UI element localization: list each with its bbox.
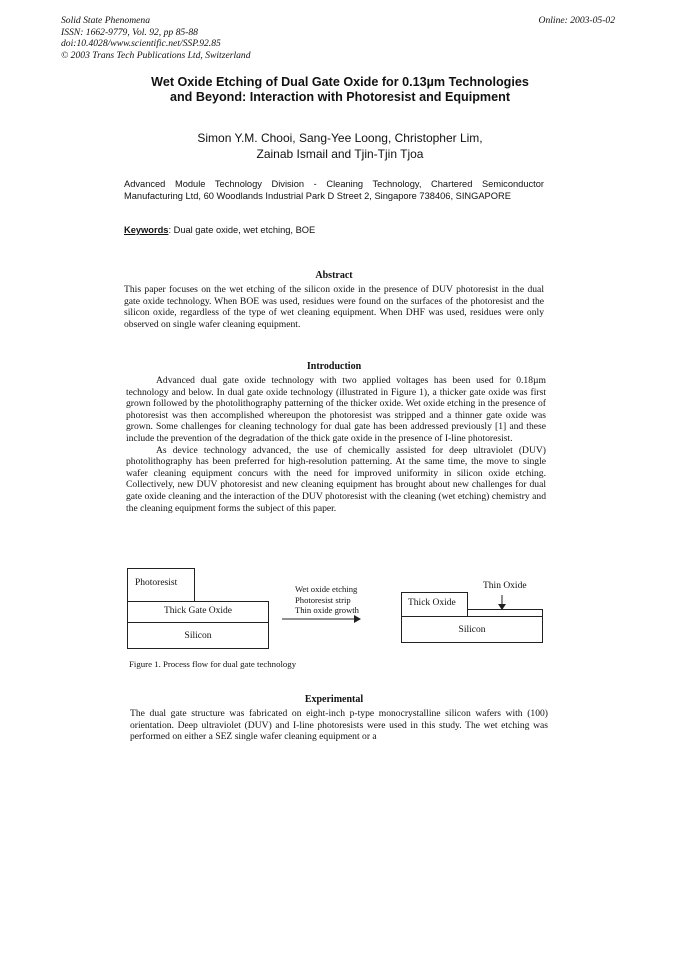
thin-oxide-label: Thin Oxide: [483, 581, 527, 591]
silicon-label-left: Silicon: [184, 631, 212, 641]
step-photoresist-strip: Photoresist strip: [295, 594, 351, 605]
step-wet-oxide-etching: Wet oxide etching: [295, 584, 358, 594]
experimental-heading: Experimental: [304, 694, 364, 705]
abstract-body: This paper focuses on the wet etching of the silicon oxide in the presence of DUV photoresist in the dual gate oxide technology. When BOE was used, residues were found on the surfaces of the photoresist and the silicon oxide, regardless of the type of wet cleaning equipment. When DHF was used, residues were only observed on single wafer cleaning equipment.: [124, 284, 544, 330]
process-arrow-icon: [280, 612, 362, 626]
thick-oxide-label: Thick Oxide: [408, 598, 456, 608]
journal-name: Solid State Phenomena: [61, 15, 150, 26]
thin-oxide-arrow-icon: [496, 595, 508, 611]
affiliation: Advanced Module Technology Division - Cleaning Technology, Chartered Semiconductor Manufacturing Ltd, 60 Woodlands Industrial Park D Street 2, Singapore 738406, SINGAPORE: [124, 179, 544, 201]
doi-line: doi:10.4028/www.scientific.net/SSP.92.85: [61, 38, 221, 49]
paper-title: [90, 75, 590, 105]
silicon-label-right: Silicon: [458, 625, 486, 635]
abstract-heading: Abstract: [315, 270, 353, 281]
photoresist-layer: [127, 568, 195, 602]
copyright-line: © 2003 Trans Tech Publications Ltd, Switzerland: [61, 49, 251, 61]
keywords-text: : Dual gate oxide, wet etching, BOE: [168, 225, 316, 235]
silicon-layer-right: [401, 616, 543, 643]
issn-line: ISSN: 1662-9779, Vol. 92, pp 85-88: [61, 26, 198, 38]
keywords-label: Keywords: [124, 225, 169, 235]
thick-gate-oxide-layer: [127, 601, 269, 623]
silicon-layer-left: [127, 622, 269, 649]
introduction-paragraph-2: As device technology advanced, the use of chemically assisted for deep ultraviolet (DUV) photolithography has been preferred for high-resolution patterning. At the same time, the move to single wafer cleaning equipment concurs with the need for improved uniformity in silicon oxide etching. Collectively, new DUV photoresist and new cleaning equipment has brought about new challenges for dual gate oxide cleaning and the interaction of the DUV photoresist with the cleaning (wet etching) chemistry and the cleaning equipment forms the subject of this paper.: [126, 444, 546, 514]
title-line-2: and Beyond: Interaction with Photoresist and Equipment: [169, 90, 511, 104]
title-line-1: Wet Oxide Etching of Dual Gate Oxide for 0.13µm Technologies: [151, 75, 529, 89]
introduction-heading: Introduction: [306, 361, 362, 372]
thick-gate-oxide-label: Thick Gate Oxide: [163, 606, 233, 616]
process-steps: [295, 584, 359, 616]
thin-oxide-top-line: [467, 609, 543, 610]
experimental-body: The dual gate structure was fabricated on eight-inch p-type monocrystalline silicon wafers with (100) orientation. Deep ultraviolet (DUV) and I-line photoresists were used in this study. The wet etching was performed on either a SEZ single wafer cleaning equipment or a: [130, 708, 548, 743]
online-date: Online: 2003-05-02: [538, 15, 615, 26]
author-list: [100, 131, 580, 162]
introduction-paragraph-1: Advanced dual gate oxide technology with two applied voltages has been used for 0.18µm technology and below. In dual gate oxide technology (illustrated in Figure 1), a thicker gate oxide was first grown followed by the photolithography patterning of the thicker oxide. Wet oxide etching in the presence of photoresist was then accomplished whereupon the photoresist was stripped and a thinner gate oxide was grown. Some challenges for cleaning technology for dual gate has been addressed previously [1] and these include the prevention of the degradation of the thick gate oxide in the presence of I-line photoresist.: [126, 375, 546, 444]
introduction-body: [126, 375, 546, 514]
authors-line-1: Simon Y.M. Chooi, Sang-Yee Loong, Christopher Lim,: [197, 131, 483, 145]
thin-oxide-edge: [542, 609, 543, 617]
step-thin-oxide-growth: Thin oxide growth: [295, 605, 359, 615]
publication-info: [61, 15, 251, 61]
keywords: [124, 224, 315, 236]
figure-caption: Figure 1. Process flow for dual gate technology: [129, 659, 297, 669]
thick-oxide-layer: [401, 592, 468, 617]
photoresist-label: Photoresist: [135, 578, 178, 588]
authors-line-2: Zainab Ismail and Tjin-Tjin Tjoa: [256, 146, 424, 161]
